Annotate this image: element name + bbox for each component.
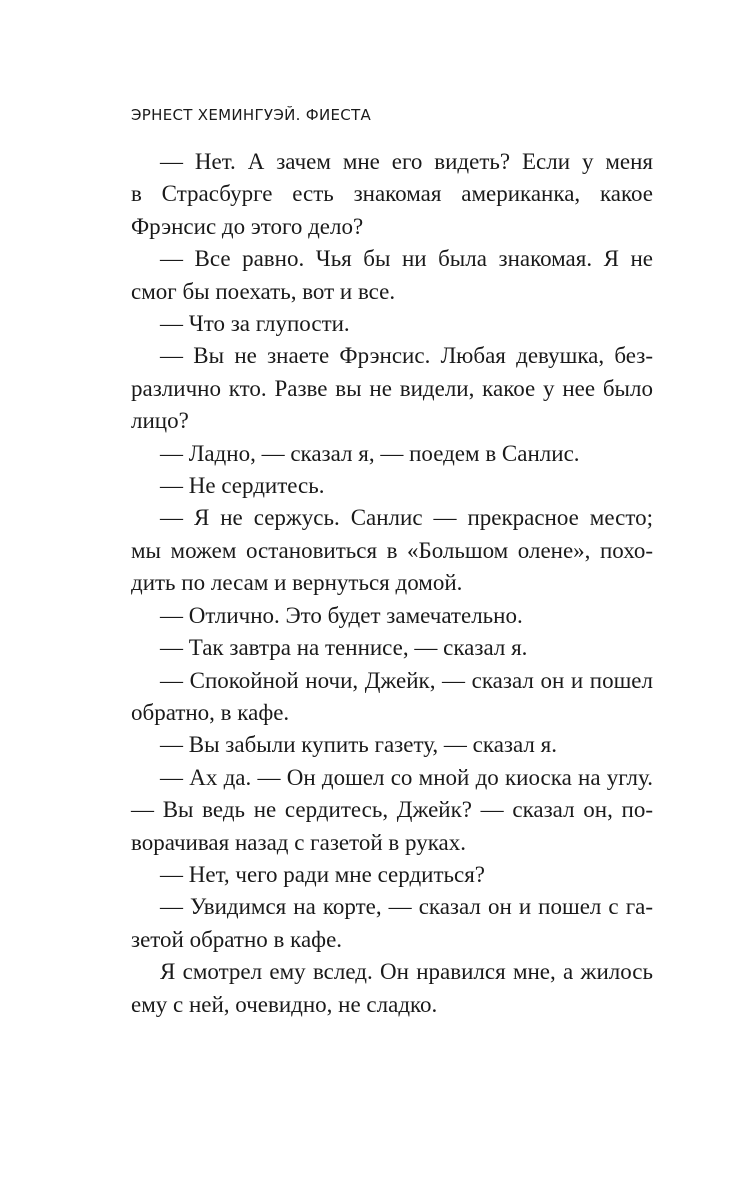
- text-line: Я смотрел ему вслед. Он нравился мне, а жилось: [160, 959, 653, 985]
- text-line: — Нет. А зачем мне его видеть? Если у меня: [160, 149, 653, 174]
- text-line: — Спокойной ночи, Джейк, — сказал он и пошел: [160, 667, 653, 693]
- paragraph: [131, 632, 653, 664]
- text-line: — Увидимся на корте, — сказал он и пошел с га-: [160, 894, 653, 920]
- text-line: мы можем остановиться в «Большом олене», похо-: [131, 537, 653, 563]
- paragraph: [131, 665, 653, 730]
- paragraph: [131, 859, 653, 891]
- text-line: — Я не сержусь. Санлис — прекрасное место;: [160, 505, 653, 531]
- paragraph: [131, 891, 653, 956]
- text-line: — Ладно, — сказал я, — поедем в Санлис.: [160, 440, 580, 466]
- paragraph: [131, 146, 653, 243]
- text-line: ему с ней, очевидно, не сладко.: [131, 991, 438, 1017]
- paragraph: [131, 438, 653, 470]
- text-line: — Отлично. Это будет замечательно.: [160, 602, 523, 628]
- text-line: смог бы поехать, вот и все.: [131, 278, 396, 304]
- paragraph: [131, 308, 653, 340]
- running-header: ЭРНЕСТ ХЕМИНГУЭЙ. ФИЕСТА: [131, 106, 372, 124]
- paragraph: [131, 340, 653, 437]
- paragraph: [131, 956, 653, 1021]
- text-line: различно кто. Разве вы не видели, какое у нее было: [131, 375, 653, 401]
- text-line: — Вы забыли купить газету, — сказал я.: [160, 732, 557, 758]
- text-line: дить по лесам и вернуться домой.: [131, 570, 463, 596]
- text-line: — Не сердитесь.: [160, 473, 325, 499]
- paragraph: [131, 502, 653, 599]
- text-line: ворачивая назад с газетой в руках.: [131, 829, 467, 855]
- paragraph: [131, 243, 653, 308]
- text-line: в Страсбурге есть знакомая американка, какое: [131, 181, 653, 207]
- paragraph: [131, 600, 653, 632]
- text-line: — Что за глупости.: [160, 311, 350, 337]
- text-line: — Все равно. Чья бы ни была знакомая. Я не: [160, 246, 653, 272]
- text-line: обратно, в кафе.: [131, 699, 290, 725]
- paragraph: [131, 762, 653, 859]
- text-line: — Ах да. — Он дошел со мной до киоска на углу. — Вы ведь не сердитесь, Джейк? — сказал он, по-: [131, 764, 653, 823]
- body-text: [131, 146, 653, 1021]
- text-line: зетой обратно в кафе.: [131, 926, 343, 952]
- paragraph: [131, 729, 653, 761]
- paragraph: [131, 470, 653, 502]
- text-line: лицо?: [131, 408, 189, 434]
- text-line: — Нет, чего ради мне сердиться?: [160, 861, 486, 887]
- text-line: — Так завтра на теннисе, — сказал я.: [160, 635, 528, 661]
- text-line: — Вы не знаете Фрэнсис. Любая девушка, без-: [160, 343, 653, 369]
- text-line: Фрэнсис до этого дело?: [131, 213, 364, 239]
